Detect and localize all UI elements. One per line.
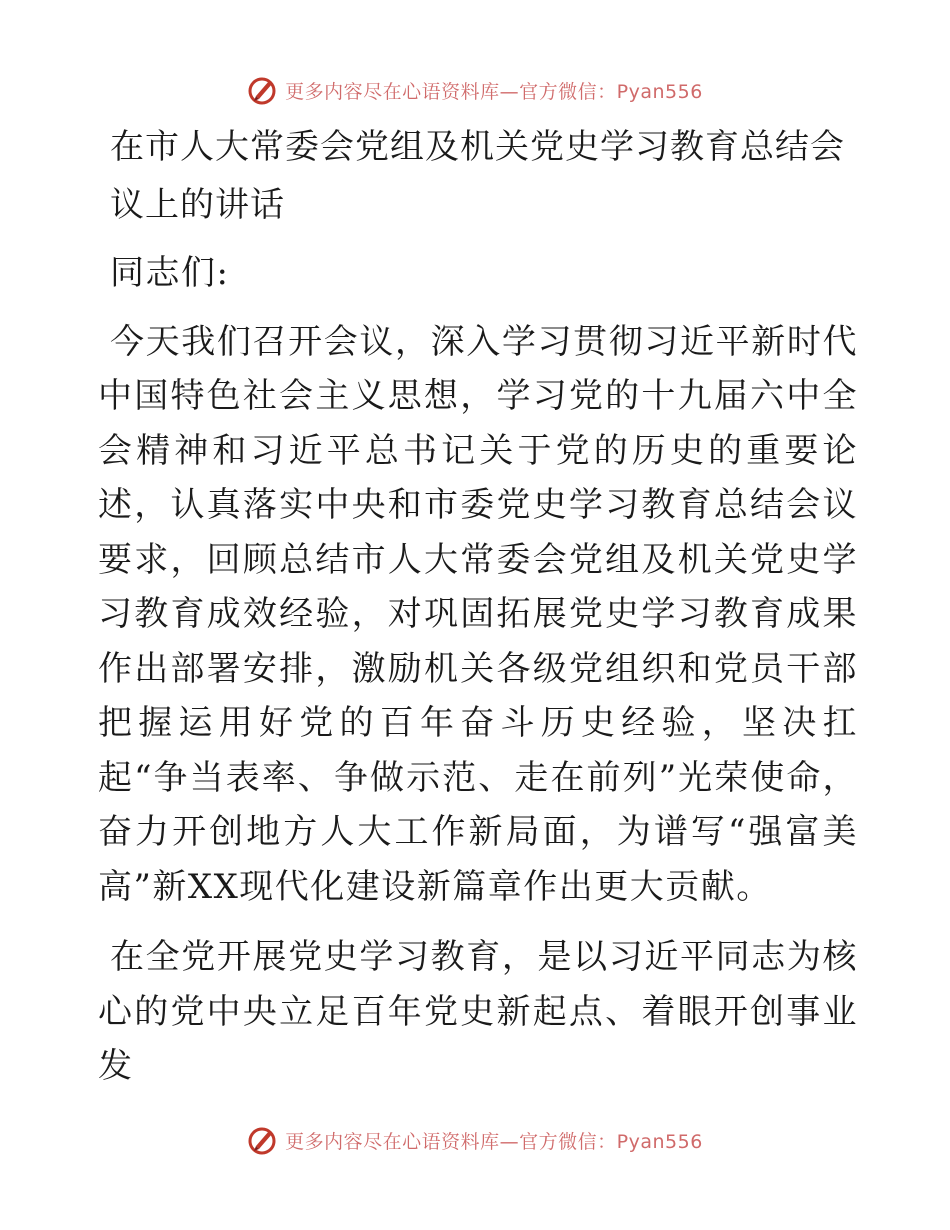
paragraph-2: 在全党开展党史学习教育，是以习近平同志为核心的党中央立足百年党史新起点、着眼开创事业发 (98, 937, 858, 1086)
document-title: 在市人大常委会党组及机关党史学习教育总结会议上的讲话 (110, 127, 845, 225)
watermark-text: 更多内容尽在心语资料库—官方微信：Pyan556 (285, 1130, 703, 1153)
document-body (98, 118, 858, 1094)
pen-circle-logo-icon (247, 74, 279, 106)
pen-circle-logo-icon (247, 1124, 279, 1156)
footer-watermark (0, 1124, 950, 1156)
watermark-text: 更多内容尽在心语资料库—官方微信：Pyan556 (285, 80, 703, 103)
header-watermark (0, 74, 950, 106)
paragraph-1: 今天我们召开会议，深入学习贯彻习近平新时代中国特色社会主义思想，学习党的十九届六中全会精神和习近平总书记关于党的历史的重要论述，认真落实中央和市委党史学习教育总结会议要求，回顾总结市人大常委会党组及机关党史学习教育成效经验，对巩固拓展党史学习教育成果作出部署安排，激励机关各级党组织和党员干部把握运用好党的百年奋斗历史经验，坚决扛起“争当表率、争做示范、走在前列”光荣使命，奋力开创地方人大工作新局面，为谱写“强富美高”新XX现代化建设新篇章作出更大贡献。 (98, 321, 858, 907)
salutation: 同志们: (110, 253, 230, 293)
